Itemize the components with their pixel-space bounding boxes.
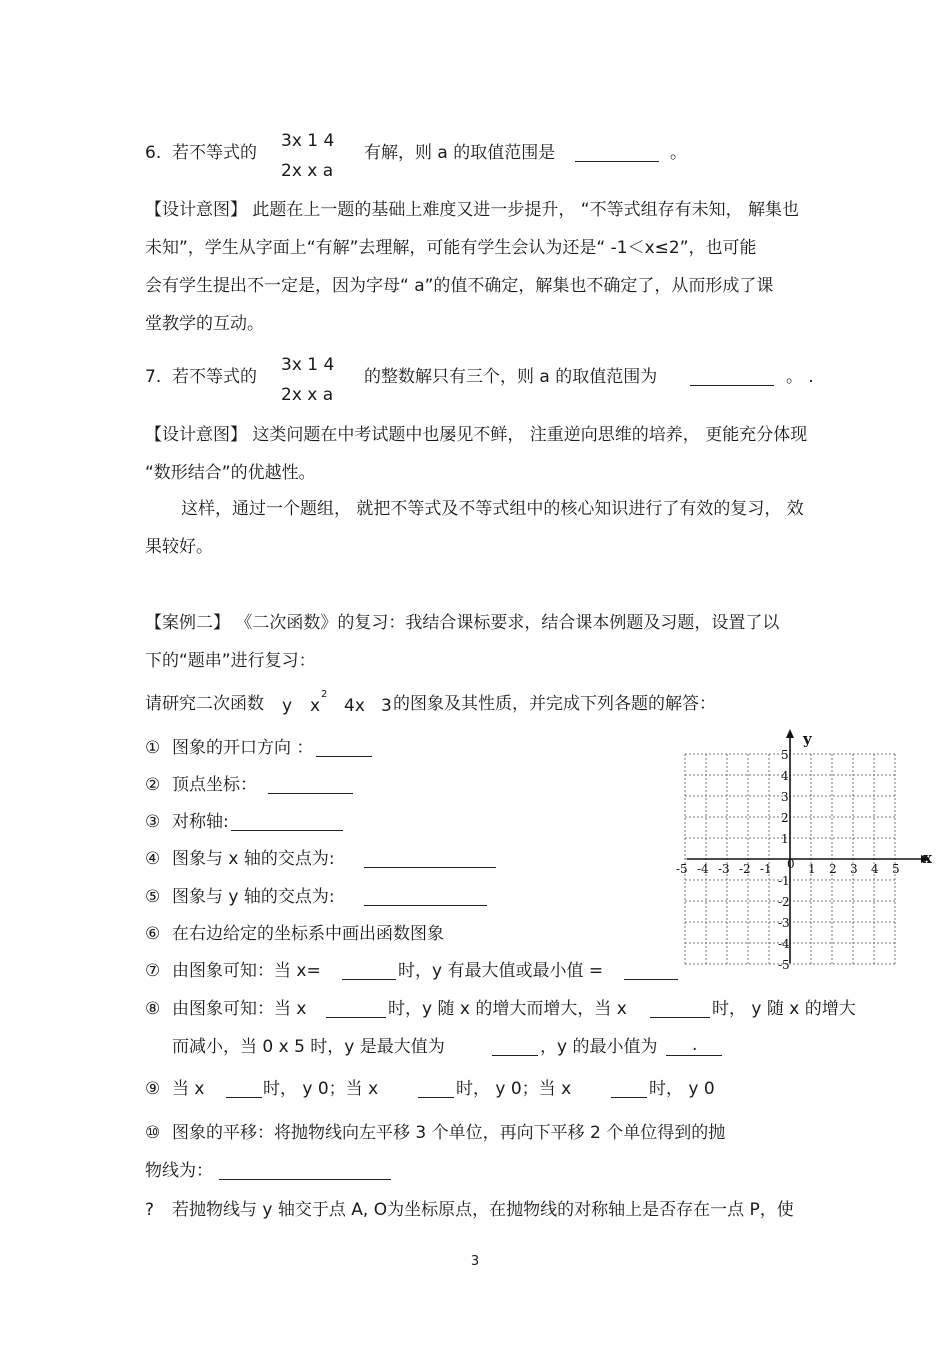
item-marker: ⑥ xyxy=(145,924,161,944)
question-end: 。 xyxy=(670,143,687,163)
text-line: 会有学生提出不一定是，因为字母“ a”的值不确定，解集也不确定了，从而形成了课 xyxy=(145,276,774,296)
answer-blank[interactable] xyxy=(690,369,774,386)
y-tick-label: -4 xyxy=(778,937,790,951)
study-prefix: 请研究二次函数 xyxy=(145,694,264,714)
item-text: 图象与 y 轴的交点为: xyxy=(172,887,335,907)
answer-blank[interactable] xyxy=(226,1081,262,1098)
item-text: 时， y 0；当 x xyxy=(263,1079,379,1099)
item-text: 时， y 0；当 x xyxy=(456,1079,572,1099)
text-line: 堂教学的互动。 xyxy=(145,314,264,334)
answer-blank[interactable] xyxy=(364,889,487,906)
design-intent-6 xyxy=(145,191,865,343)
item-marker: ? xyxy=(145,1200,155,1220)
item-text: 对称轴: xyxy=(172,812,229,832)
case-2-intro xyxy=(145,604,865,680)
item-marker: ③ xyxy=(145,812,161,832)
page-number: 3 xyxy=(470,1254,480,1269)
question-suffix: 有解，则 a 的取值范围是 xyxy=(364,143,556,163)
item-marker: ② xyxy=(145,775,161,795)
question-number: 6. xyxy=(145,143,162,163)
function-exponent: 2 xyxy=(321,689,328,700)
x-tick-label: 2 xyxy=(829,862,837,876)
item-text: 图象的平移：将抛物线向左平移 3 个单位，再向下平移 2 个单位得到的抛 xyxy=(172,1123,726,1143)
inequality-bottom: 2x x a xyxy=(281,385,334,405)
item-text-mid: 时，y 随 x 的增大而增大，当 x xyxy=(388,999,627,1019)
item-text: 若抛物线与 y 轴交于点 A, O为坐标原点，在抛物线的对称轴上是否存在一点 P，使 xyxy=(172,1200,794,1220)
function-y: y xyxy=(282,696,293,716)
y-tick-label: -1 xyxy=(778,874,790,888)
y-tick-label: -2 xyxy=(778,895,790,909)
x-axis-label: x xyxy=(923,849,932,867)
origin-label: 0 xyxy=(787,857,795,871)
text-line: “数形结合”的优越性。 xyxy=(145,463,316,483)
item-text-mid: ，y 的最小值为 xyxy=(540,1037,658,1057)
answer-blank[interactable] xyxy=(342,963,396,980)
item-text: 图象的开口方向 ： xyxy=(172,738,314,758)
text-line: 未知”，学生从字面上“有解”去理解，可能有学生会认为还是“ -1＜x≤2”，也可能 xyxy=(145,238,757,258)
answer-blank[interactable] xyxy=(650,1001,710,1018)
x-tick-label: 5 xyxy=(892,862,900,876)
item-marker: ⑨ xyxy=(145,1079,161,1099)
y-tick-label: 1 xyxy=(781,832,789,846)
inequality-bottom: 2x x a xyxy=(281,161,334,181)
x-tick-label: 4 xyxy=(871,862,879,876)
y-tick-label: -5 xyxy=(778,958,790,972)
answer-blank[interactable] xyxy=(268,777,353,794)
answer-blank[interactable] xyxy=(364,851,496,868)
y-tick-label: 5 xyxy=(781,748,789,762)
answer-blank[interactable] xyxy=(219,1163,391,1180)
x-tick-label: -4 xyxy=(697,862,709,876)
item-marker: ⑩ xyxy=(145,1123,161,1143)
item-text: 由图象可知：当 x xyxy=(172,999,307,1019)
coordinate-grid[interactable] xyxy=(676,716,948,972)
x-tick-label: 1 xyxy=(808,862,816,876)
text-line: 这样，通过一个题组， 就把不等式及不等式组中的核心知识进行了有效的复习， 效 xyxy=(181,499,804,519)
item-marker: ① xyxy=(145,738,161,758)
item-text-end: . xyxy=(692,1035,698,1055)
y-axis-label: y xyxy=(803,730,812,748)
text-line: 【设计意图】 此题在上一题的基础上难度又进一步提升， “不等式组存有未知， 解集也 xyxy=(145,200,800,220)
function-term-2: 3 xyxy=(381,696,392,716)
inequality-top: 3x 1 4 xyxy=(281,355,335,375)
y-axis-arrow xyxy=(786,729,794,738)
y-tick-label: -3 xyxy=(778,916,790,930)
y-tick-label: 4 xyxy=(781,769,789,783)
question-end: 。 . xyxy=(786,367,814,387)
question-prefix: 若不等式的 xyxy=(172,367,257,387)
summary-paragraph xyxy=(145,490,865,566)
item-text: 顶点坐标： xyxy=(172,775,257,795)
item-text: 而减小，当 0 x 5 时，y 是最大值为 xyxy=(172,1037,445,1057)
item-text-end: 时， y 随 x 的增大 xyxy=(712,999,856,1019)
item-text: 时， y 0 xyxy=(649,1079,715,1099)
x-tick-label: -3 xyxy=(718,862,730,876)
x-tick-label: -1 xyxy=(760,862,772,876)
item-marker: ⑦ xyxy=(145,961,161,981)
axes xyxy=(687,729,930,963)
question-suffix: 的整数解只有三个，则 a 的取值范围为 xyxy=(364,367,658,387)
item-marker: ⑤ xyxy=(145,887,161,907)
item-marker: ⑧ xyxy=(145,999,161,1019)
x-tick-label: -5 xyxy=(676,862,688,876)
answer-blank[interactable] xyxy=(492,1039,538,1056)
answer-blank[interactable] xyxy=(316,740,372,757)
text-line: 【案例二】 《二次函数》的复习：我结合课标要求，结合课本例题及习题，设置了以 xyxy=(145,613,780,633)
answer-blank[interactable] xyxy=(575,145,659,162)
answer-blank[interactable] xyxy=(624,963,678,980)
item-text: 在右边给定的坐标系中画出函数图象 xyxy=(172,924,444,944)
item-marker: ④ xyxy=(145,849,161,869)
inequality-top: 3x 1 4 xyxy=(281,131,335,151)
question-number: 7. xyxy=(145,367,162,387)
text-line: 【设计意图】 这类问题在中考试题中也屡见不鲜， 注重逆向思维的培养， 更能充分体现 xyxy=(145,425,808,445)
x-tick-label: 3 xyxy=(850,862,858,876)
answer-blank[interactable] xyxy=(611,1081,647,1098)
y-tick-label: 3 xyxy=(781,790,789,804)
text-line: 果较好。 xyxy=(145,537,213,557)
item-text: 图象与 x 轴的交点为: xyxy=(172,849,335,869)
item-text: 由图象可知：当 x= xyxy=(172,961,321,981)
answer-blank[interactable] xyxy=(231,814,343,831)
function-x: x xyxy=(310,696,321,716)
x-tick-label: -2 xyxy=(739,862,751,876)
answer-blank[interactable] xyxy=(418,1081,454,1098)
item-text: 当 x xyxy=(172,1079,205,1099)
y-tick-label: 2 xyxy=(781,811,789,825)
answer-blank[interactable] xyxy=(326,1001,386,1018)
item-text-mid: 时，y 有最大值或最小值 = xyxy=(398,961,604,981)
design-intent-7 xyxy=(145,416,865,492)
function-term-1: 4x xyxy=(344,696,365,716)
item-text: 物线为： xyxy=(145,1161,213,1181)
text-line: 下的“题串”进行复习： xyxy=(145,651,316,671)
study-suffix: 的图象及其性质，并完成下列各题的解答： xyxy=(393,694,716,714)
question-prefix: 若不等式的 xyxy=(172,143,257,163)
